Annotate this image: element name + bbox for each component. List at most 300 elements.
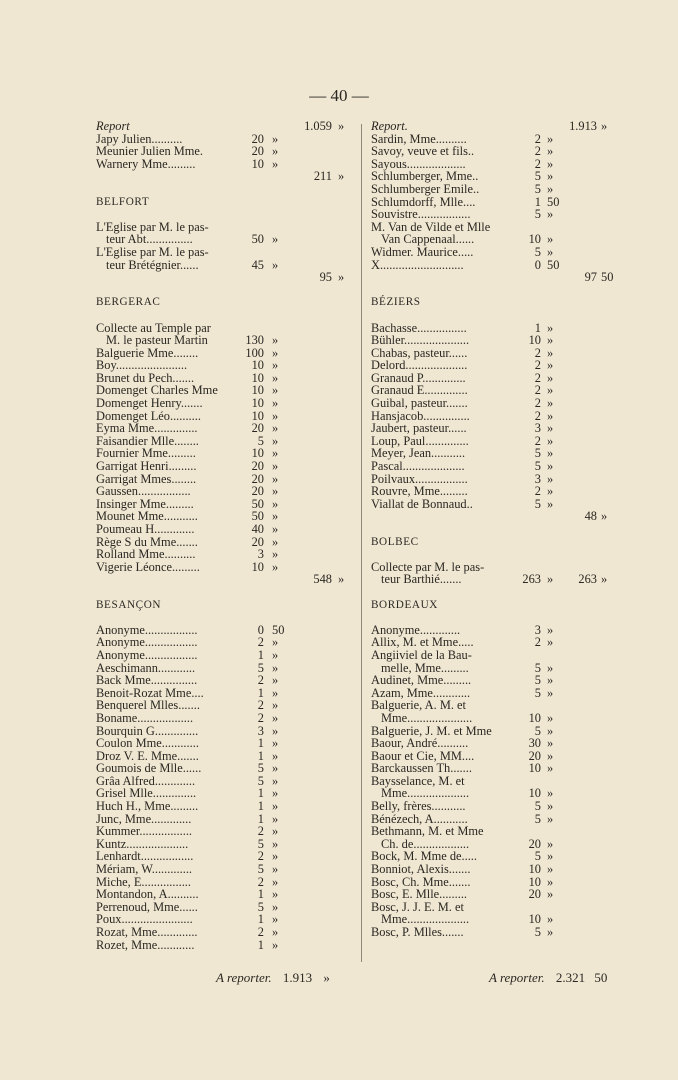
amount: 1 [257, 736, 264, 751]
amount: 20 [251, 534, 264, 549]
name: BELFORT [96, 195, 150, 208]
cents: » [547, 396, 554, 411]
name: Brunet du Pech....... [96, 370, 195, 385]
name: Poumeau H............. [96, 522, 195, 536]
cents: » [272, 345, 279, 360]
name: teur Brétégnier...... [106, 257, 199, 272]
cents: » [272, 232, 279, 247]
name: M. le pasteur Martin [106, 333, 208, 348]
cents: » [547, 370, 554, 385]
name: Warnery Mme......... [96, 156, 196, 171]
amount: 2 [257, 710, 264, 725]
donor-entry [96, 712, 348, 725]
cents: » [272, 849, 279, 864]
section-heading [96, 296, 348, 309]
cents: » [547, 433, 554, 448]
amount: 10 [528, 761, 541, 776]
amount: 130 [245, 333, 264, 348]
name: Bethmann, M. et Mme [371, 824, 484, 839]
cents: » [547, 383, 554, 398]
amount: 20 [528, 748, 541, 763]
name: Van Cappenaal...... [381, 232, 475, 247]
name: Japy Julien.......... [96, 131, 183, 146]
total: 48 [584, 509, 597, 524]
donor-entry [371, 573, 625, 586]
name: Ch. de.................. [381, 836, 470, 851]
amount: 10 [251, 446, 264, 461]
amount: 2 [257, 849, 264, 864]
amount: 5 [257, 433, 264, 448]
carry-forward-unit: 50 [594, 970, 608, 985]
amount: 20 [528, 836, 541, 851]
donor-entry [371, 737, 625, 750]
donor-entry [96, 762, 348, 775]
amount: 2 [257, 874, 264, 889]
cents: » [547, 673, 554, 688]
cents: » [272, 446, 279, 461]
donor-entry [371, 145, 625, 158]
cents: » [272, 396, 279, 411]
section-heading [371, 536, 625, 549]
section-heading [96, 196, 348, 209]
amount: 2 [534, 635, 541, 650]
donor-entry [96, 674, 348, 687]
amount: 2 [534, 433, 541, 448]
donor-entry [96, 523, 348, 536]
name: Rolland Mme.......... [96, 547, 196, 562]
amount: 2 [257, 698, 264, 713]
name: Schlumdorff, Mlle.... [371, 194, 476, 209]
amount: 10 [528, 912, 541, 927]
amount: 5 [534, 181, 541, 196]
name: Back Mme............... [96, 673, 198, 688]
name: Jaubert, pasteur...... [371, 421, 467, 436]
section-heading [371, 599, 625, 612]
cents: » [272, 836, 279, 851]
donor-entry [96, 460, 348, 473]
donor-entry [96, 800, 348, 813]
name: Faisandier Mlle........ [96, 433, 199, 448]
amount: 10 [528, 710, 541, 725]
amount: 5 [534, 925, 541, 939]
subtotal-line [96, 271, 348, 284]
name: Schlumberger Emile.. [371, 181, 480, 196]
donor-entry [96, 158, 348, 171]
cents: » [547, 358, 554, 373]
cents: » [272, 899, 279, 914]
amount: 5 [534, 685, 541, 700]
donor-entry [371, 485, 625, 498]
cents: » [272, 421, 279, 436]
cents: » [272, 156, 279, 171]
cents: » [547, 408, 554, 423]
amount: 1 [257, 786, 264, 801]
cents: » [547, 131, 554, 146]
amount: 5 [534, 673, 541, 688]
name: Meunier Julien Mme. [96, 144, 204, 159]
donor-entry [96, 259, 348, 272]
right-column [371, 120, 625, 939]
cents: » [547, 156, 554, 171]
subtotal-line [371, 510, 625, 523]
amount: 3 [534, 471, 541, 486]
blank-line [96, 586, 348, 599]
page-number: — 40 — [309, 86, 369, 105]
cents: » [547, 496, 554, 511]
cents: » [272, 786, 279, 801]
name: Junc, Mme............. [96, 811, 192, 826]
name: Widmer. Maurice..... [371, 244, 474, 259]
name: Huch H., Mme......... [96, 799, 199, 814]
name: Sayous................... [371, 156, 466, 171]
name: Audinet, Mme......... [371, 673, 472, 688]
cents: » [547, 748, 554, 763]
amount: 2 [257, 824, 264, 839]
left-column [96, 120, 348, 951]
cents: » [272, 748, 279, 763]
amount: 5 [534, 459, 541, 474]
amount: 1 [257, 912, 264, 927]
cents: » [547, 710, 554, 725]
donor-entry [96, 863, 348, 876]
amount: 1 [257, 811, 264, 826]
donor-entry [96, 561, 348, 574]
name: Mme.................... [381, 912, 470, 927]
name: Bénézech, A........... [371, 811, 468, 826]
cents: » [547, 207, 554, 222]
subtotal-line [96, 573, 348, 586]
amount: 1 [534, 194, 541, 209]
donor-entry [371, 334, 625, 347]
donor-entry [371, 712, 625, 725]
amount: 10 [251, 408, 264, 423]
cents: » [547, 169, 554, 184]
cents: » [547, 799, 554, 814]
name: Delord.................... [371, 358, 468, 373]
name: Angiiviel de la Bau- [371, 647, 472, 662]
total-cents: 50 [601, 270, 614, 285]
name: Domenget Charles Mme [96, 383, 218, 398]
cents: » [547, 736, 554, 751]
amount: 10 [528, 786, 541, 801]
total-cents: » [338, 270, 345, 285]
donor-entry [371, 246, 625, 259]
donor-entry [371, 800, 625, 813]
amount: 10 [251, 370, 264, 385]
name: Anonyme............. [371, 622, 461, 637]
carry-forward-amount: 1.913 [282, 970, 313, 985]
cents: » [272, 496, 279, 511]
cents: » [547, 761, 554, 776]
column-divider [361, 124, 362, 962]
cents: 50 [547, 194, 560, 209]
cents: » [547, 874, 554, 889]
name: Boname.................. [96, 710, 194, 725]
cents: » [547, 723, 554, 738]
donor-entry [96, 825, 348, 838]
name: Souvistre................. [371, 207, 471, 222]
subtotal-line [371, 271, 625, 284]
name: Granaud P.............. [371, 370, 466, 385]
cents: » [547, 320, 554, 335]
amount: 20 [251, 471, 264, 486]
total: 97 [584, 270, 597, 285]
name: Mounet Mme........... [96, 509, 198, 524]
amount: 5 [534, 207, 541, 222]
donor-entry [371, 183, 625, 196]
name: Montandon, A.......... [96, 887, 199, 902]
cents: » [547, 572, 554, 587]
name: Gaussen................. [96, 484, 191, 499]
amount: 5 [257, 773, 264, 788]
amount: 2 [534, 144, 541, 159]
amount: 100 [245, 345, 264, 360]
cents: » [547, 244, 554, 259]
amount: 5 [534, 446, 541, 461]
cents: » [547, 685, 554, 700]
donor-entry [96, 649, 348, 662]
cents: » [547, 836, 554, 851]
name: Meyer, Jean........... [371, 446, 466, 461]
cents: » [547, 912, 554, 927]
name: Droz V. E. Mme....... [96, 748, 199, 763]
section-heading [96, 599, 348, 612]
donor-entry [371, 926, 625, 939]
name: Grisel Mlle.............. [96, 786, 197, 801]
blank-line [371, 523, 625, 536]
donor-entry [371, 359, 625, 372]
amount: 5 [534, 169, 541, 184]
name: Rouvre, Mme......... [371, 484, 468, 499]
name: Eyma Mme.............. [96, 421, 198, 436]
amount: 1 [257, 937, 264, 952]
amount: 5 [257, 761, 264, 776]
name: Azam, Mme............ [371, 685, 471, 700]
name: Grâa Alfred............. [96, 773, 196, 788]
cents: » [272, 408, 279, 423]
name: Perrenoud, Mme...... [96, 899, 198, 914]
amount: 45 [251, 257, 264, 272]
amount: 20 [528, 887, 541, 902]
amount: 5 [257, 836, 264, 851]
name: Collecte par M. le pas- [371, 559, 485, 574]
cents: » [272, 799, 279, 814]
amount: 20 [251, 131, 264, 146]
subtotal-line [96, 170, 348, 183]
donor-entry [96, 334, 348, 347]
donor-entry [371, 649, 625, 662]
name: teur Barthié....... [381, 572, 462, 587]
amount: 50 [251, 496, 264, 511]
name: Kummer................. [96, 824, 193, 839]
cents: » [547, 484, 554, 499]
name: M. Van de Vilde et Mlle [371, 219, 491, 234]
name: Baysselance, M. et [371, 773, 465, 788]
name: BESANÇON [96, 598, 162, 611]
donor-entry [371, 825, 625, 838]
amount: 5 [534, 496, 541, 511]
amount: 20 [251, 459, 264, 474]
name: X........................... [371, 257, 464, 272]
amount: 0 [257, 622, 264, 637]
cents: » [547, 232, 554, 247]
cents: » [547, 622, 554, 637]
amount: 263 [522, 572, 541, 587]
cents: » [272, 937, 279, 952]
name: Loup, Paul.............. [371, 433, 469, 448]
name: Boy....................... [96, 358, 188, 373]
name: Benquerel Mlles....... [96, 698, 200, 713]
carry-forward-label: A reporter. [216, 970, 272, 985]
cents: » [272, 912, 279, 927]
cents: » [272, 144, 279, 159]
total: 1.059 [304, 119, 332, 133]
total: 211 [313, 169, 332, 184]
report-line [96, 120, 348, 133]
name: Rozat, Mme............. [96, 925, 198, 939]
section-heading [371, 296, 625, 309]
name: Insinger Mme......... [96, 496, 194, 511]
amount: 1 [257, 647, 264, 662]
cents: » [272, 131, 279, 146]
carry-forward-right [489, 970, 607, 986]
amount: 3 [257, 723, 264, 738]
name: Pascal.................... [371, 459, 465, 474]
amount: 10 [528, 874, 541, 889]
cents: » [547, 862, 554, 877]
cents: » [272, 660, 279, 675]
donor-entry [96, 888, 348, 901]
carry-forward-amount: 2.321 [555, 970, 586, 985]
blank-line [371, 284, 625, 297]
name: Collecte au Temple par [96, 320, 211, 335]
cents: » [272, 257, 279, 272]
cents: » [547, 459, 554, 474]
amount: 3 [257, 547, 264, 562]
name: Bosc, J. J. E. M. et [371, 899, 464, 914]
name: Savoy, veuve et fils.. [371, 144, 475, 159]
cents: » [547, 660, 554, 675]
name: Bosc, P. Mlles....... [371, 925, 464, 939]
name: Lenhardt................. [96, 849, 194, 864]
blank-line [96, 208, 348, 221]
cents: » [547, 786, 554, 801]
amount: 1 [257, 685, 264, 700]
cents: » [272, 811, 279, 826]
amount: 10 [528, 333, 541, 348]
amount: 5 [534, 811, 541, 826]
amount: 2 [534, 345, 541, 360]
total-cents: » [601, 572, 608, 587]
cents: » [547, 635, 554, 650]
amount: 30 [528, 736, 541, 751]
name: Garrigat Henri......... [96, 459, 197, 474]
donor-entry [371, 674, 625, 687]
donor-entry [96, 397, 348, 410]
name: Domenget Henry....... [96, 396, 203, 411]
name: Balguerie Mme........ [96, 345, 199, 360]
name: Baour et Cie, MM.... [371, 748, 475, 763]
name: Poux....................... [96, 912, 193, 927]
cents: » [547, 887, 554, 902]
amount: 5 [534, 660, 541, 675]
donor-entry [96, 548, 348, 561]
amount: 5 [257, 660, 264, 675]
name: Sardin, Mme.......... [371, 131, 467, 146]
amount: 2 [534, 484, 541, 499]
amount: 5 [534, 244, 541, 259]
name: L'Eglise par M. le pas- [96, 244, 209, 259]
name: L'Eglise par M. le pas- [96, 219, 209, 234]
amount: 1 [257, 799, 264, 814]
name: Granaud E.............. [371, 383, 468, 398]
name: Mme.................... [381, 786, 470, 801]
cents: » [272, 887, 279, 902]
donor-entry [96, 485, 348, 498]
donor-entry [96, 145, 348, 158]
amount: 50 [251, 509, 264, 524]
name: Anonyme................. [96, 647, 198, 662]
name: Bachasse................ [371, 320, 467, 335]
amount: 10 [528, 862, 541, 877]
cents: » [272, 635, 279, 650]
cents: » [272, 370, 279, 385]
cents: » [547, 811, 554, 826]
total: 548 [313, 572, 332, 587]
name: Allix, M. et Mme..... [371, 635, 474, 650]
total-cents: » [338, 169, 345, 184]
name: BORDEAUX [371, 598, 438, 611]
cents: » [272, 433, 279, 448]
name: Bourquin G.............. [96, 723, 199, 738]
donor-entry [371, 863, 625, 876]
name: Mériam, W............. [96, 862, 193, 877]
cents: » [272, 761, 279, 776]
amount: 2 [534, 358, 541, 373]
donor-entry [371, 422, 625, 435]
donor-entry [96, 737, 348, 750]
amount: 5 [534, 799, 541, 814]
donor-entry [371, 460, 625, 473]
cents: » [272, 723, 279, 738]
name: Aeschimann............ [96, 660, 196, 675]
cents: » [547, 345, 554, 360]
name: melle, Mme......... [381, 660, 469, 675]
name: teur Abt............... [106, 232, 193, 247]
cents: » [547, 925, 554, 939]
donor-entry [96, 422, 348, 435]
carry-forward-label: A reporter. [489, 970, 545, 985]
total-cents: » [601, 119, 608, 133]
amount: 2 [534, 370, 541, 385]
name: Belly, frères........... [371, 799, 466, 814]
donor-entry [96, 246, 348, 259]
cents: » [272, 471, 279, 486]
cents: » [547, 333, 554, 348]
amount: 5 [257, 899, 264, 914]
total: 1.913 [569, 119, 597, 133]
cents: » [272, 509, 279, 524]
cents: » [272, 547, 279, 562]
donor-entry [96, 359, 348, 372]
name: Coulon Mme............ [96, 736, 199, 751]
name: Mme..................... [381, 710, 473, 725]
name: Schlumberger, Mme.. [371, 169, 479, 184]
amount: 2 [534, 408, 541, 423]
cents: » [272, 673, 279, 688]
blank-line [96, 611, 348, 624]
cents: » [547, 471, 554, 486]
